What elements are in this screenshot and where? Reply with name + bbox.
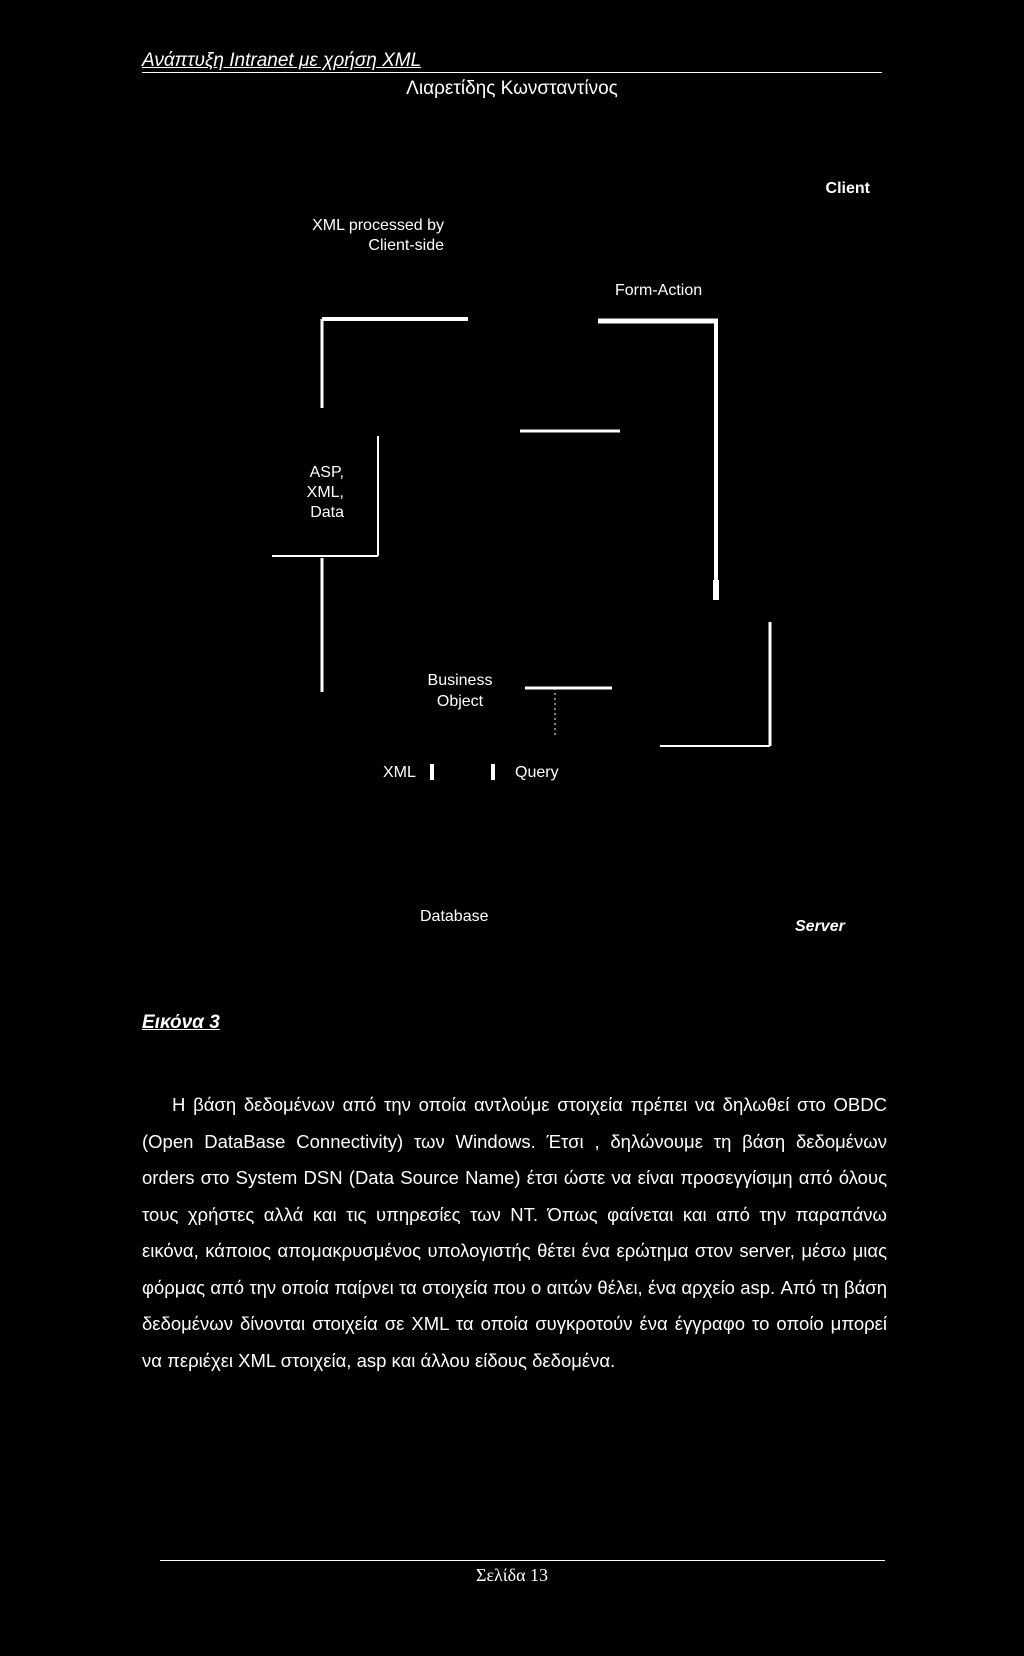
footer-divider	[160, 1560, 885, 1561]
xml-label: XML	[383, 764, 416, 781]
xml-processed-label	[230, 216, 444, 256]
client-label: Client	[825, 180, 870, 197]
document-header-title: Ανάπτυξη Intranet με χρήση XML	[142, 50, 422, 71]
server-label: Server	[795, 918, 845, 935]
asp-line1: ASP,	[309, 464, 344, 481]
figure-caption: Εικόνα 3	[142, 1012, 220, 1033]
form-action-label: Form-Action	[615, 282, 703, 299]
document-author: Λιαρετίδης Κωνσταντίνος	[406, 78, 618, 99]
business-line1: Business	[427, 672, 493, 689]
business-line2: Object	[436, 693, 484, 710]
body-paragraph: Η βάση δεδομένων από την οποία αντλούμε στοιχεία πρέπει να δηλωθεί στο OBDC (Open DataBase Connectivity) των Windows. Έτσι , δηλώνουμε τη βάση δεδομένων orders στο System DSN (Data Source Name) έτσι ώστε να είναι προσεγγίσιμη από όλους τους χρήστες αλλά και τις υπηρεσίες των NT. Όπως φαίνεται και από την παραπάνω εικόνα, κάποιος απομακρυσμένος υπολογιστής θέτει ένα ερώτημα στον server, μέσω μιας φόρμας από την οποία παίρνει τα στοιχεία που ο αιτών θέλει, ένα αρχείο asp. Από τη βάση δεδομένων δίνονται στοιχεία σε XML τα οποία συγκροτούν ένα έγγραφο το οποίο μπορεί να περιέχει XML στοιχεία, asp και άλλου είδους δεδομένα.	[142, 1094, 887, 1371]
database-label: Database	[420, 908, 489, 925]
page-number: Σελίδα 13	[475, 1565, 549, 1585]
xml-processed-line1: XML processed by	[312, 217, 444, 234]
asp-line3: Data	[310, 504, 344, 521]
asp-line2: XML,	[306, 484, 344, 501]
business-object-label	[405, 670, 515, 712]
asp-xml-data-label	[270, 463, 344, 523]
xml-processed-line2: Client-side	[368, 237, 444, 254]
query-label: Query	[515, 764, 559, 781]
